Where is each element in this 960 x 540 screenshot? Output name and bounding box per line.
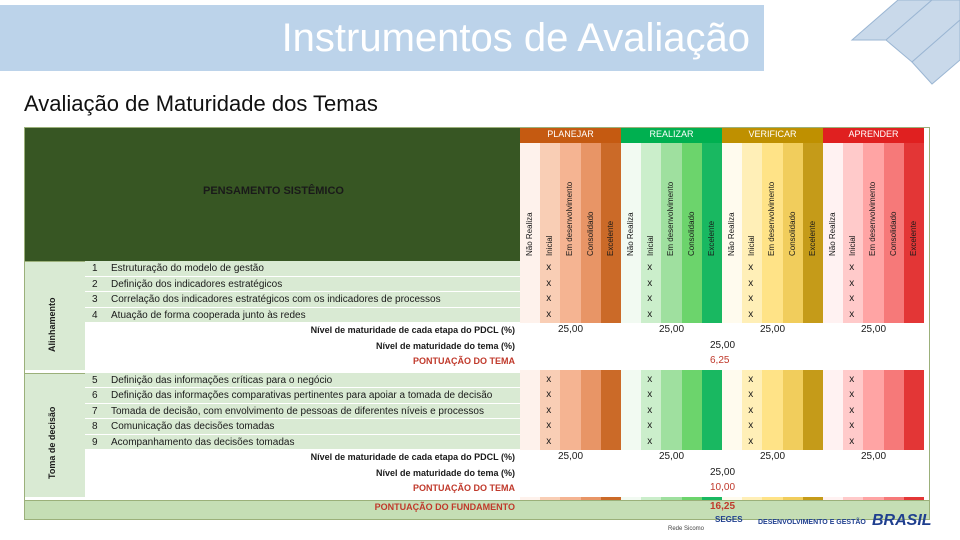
mark-x: x: [849, 435, 855, 447]
group-label: Toma de decisão: [47, 406, 57, 479]
footer-logo-gestao: DESENVOLVIMENTO E GESTÃO: [758, 519, 866, 526]
mark-x: x: [647, 404, 653, 416]
group-label: Alinhamento: [47, 296, 57, 352]
item-number: 9: [92, 436, 98, 448]
item-text: Atuação de forma cooperada junto às redes: [111, 309, 306, 321]
tema-label: Nível de maturidade do tema (%): [375, 467, 515, 478]
slide-subtitle: Avaliação de Maturidade dos Temas: [24, 91, 378, 116]
level-column-label: Excelente: [807, 220, 817, 256]
mark-x: x: [748, 293, 754, 304]
title-bar: [0, 5, 764, 71]
stage-header-label: REALIZAR: [649, 129, 694, 139]
level-column-label: Consolidado: [888, 211, 898, 256]
mark-x: x: [546, 435, 552, 447]
mark-x: x: [849, 389, 855, 400]
tema-label: Nível de maturidade do tema (%): [375, 340, 515, 351]
slide-title: Instrumentos de Avaliação: [281, 16, 750, 60]
level-column-label: Consolidado: [686, 211, 696, 256]
mark-x: x: [748, 404, 754, 416]
level-column-label: Não Realiza: [828, 212, 837, 256]
pontuacao-value: 10,00: [710, 482, 736, 493]
mark-x: x: [546, 373, 552, 385]
footer-logo-seges: SEGES: [715, 515, 743, 524]
mark-x: x: [849, 373, 855, 385]
pdcl-value: 25,00: [659, 451, 685, 462]
fundamento-value: 16,25: [710, 500, 736, 512]
level-column-label: Em desenvolvimento: [666, 181, 676, 256]
footer-logos: [660, 512, 960, 540]
level-column-label: Inicial: [646, 235, 656, 256]
mark-x: x: [647, 435, 653, 447]
stage-header-verificar: [722, 128, 823, 143]
item-number: 1: [92, 263, 98, 274]
mark-x: x: [849, 293, 855, 304]
item-text: Acompanhamento das decisões tomadas: [111, 436, 295, 448]
item-text: Definição das informações críticas para o negócio: [111, 374, 333, 386]
level-column-label: Não Realiza: [727, 212, 736, 256]
item-number: 4: [92, 309, 98, 321]
mark-x: x: [748, 308, 754, 320]
level-column-label: Inicial: [848, 235, 858, 256]
level-column-label: Excelente: [706, 220, 716, 256]
mark-x: x: [647, 308, 653, 320]
footer-logo-sicomo: Rede Sicomo: [668, 526, 705, 532]
stage-header-planejar: [520, 128, 621, 143]
pdcl-label: Nível de maturidade de cada etapa do PDCL (%): [310, 452, 515, 462]
mark-x: x: [546, 293, 552, 304]
mark-x: x: [647, 420, 653, 431]
level-column-label: Inicial: [747, 235, 757, 256]
item-number: 7: [92, 405, 98, 417]
fundamento-label: PONTUAÇÃO DO FUNDAMENTO: [374, 501, 515, 512]
item-text: Comunicação das decisões tomadas: [111, 421, 275, 432]
tema-value: 25,00: [710, 466, 736, 478]
pdcl-value: 25,00: [558, 451, 584, 462]
mark-x: x: [748, 277, 754, 289]
stage-header-label: PLANEJAR: [547, 129, 594, 139]
stage-header-label: APRENDER: [848, 129, 899, 139]
pdcl-value: 25,00: [659, 324, 685, 335]
item-text: Definição dos indicadores estratégicos: [111, 278, 283, 290]
pdcl-value: 25,00: [760, 451, 786, 462]
stage-header-aprender: [823, 128, 924, 143]
pdcl-value: 25,00: [760, 324, 786, 335]
mark-x: x: [647, 262, 653, 273]
item-text: Estruturação do modelo de gestão: [111, 263, 264, 274]
table-header-title: PENSAMENTO SISTÊMICO: [203, 185, 344, 197]
mark-x: x: [546, 308, 552, 320]
mark-x: x: [748, 435, 754, 447]
pdcl-label: Nível de maturidade de cada etapa do PDCL (%): [310, 325, 515, 335]
mark-x: x: [748, 389, 754, 400]
level-column-label: Inicial: [545, 235, 555, 256]
mark-x: x: [748, 420, 754, 431]
mark-x: x: [546, 389, 552, 400]
level-column-label: Em desenvolvimento: [868, 181, 878, 256]
mark-x: x: [849, 277, 855, 289]
item-number: 5: [92, 374, 98, 386]
mark-x: x: [849, 308, 855, 320]
level-column-label: Excelente: [605, 220, 615, 256]
mark-x: x: [849, 404, 855, 416]
mark-x: x: [546, 420, 552, 431]
pdcl-value: 25,00: [558, 324, 584, 335]
mark-x: x: [849, 420, 855, 431]
pontuacao-value: 6,25: [710, 355, 730, 366]
level-column-label: Não Realiza: [525, 212, 534, 256]
pdcl-value: 25,00: [861, 324, 887, 335]
mark-x: x: [849, 262, 855, 273]
pontuacao-label: PONTUAÇÃO DO TEMA: [413, 356, 515, 366]
footer-logo-brasil: BRASIL: [872, 512, 932, 529]
pdcl-value: 25,00: [861, 451, 887, 462]
item-number: 3: [92, 294, 98, 305]
maturity-table: [24, 127, 930, 520]
tema-value: 25,00: [710, 339, 736, 351]
item-text: Correlação dos indicadores estratégicos com os indicadores de processos: [111, 294, 441, 305]
brand-logo-icon: [812, 0, 960, 120]
level-column-label: Não Realiza: [626, 212, 635, 256]
level-column-label: Consolidado: [787, 211, 797, 256]
stage-header-realizar: [621, 128, 722, 143]
item-number: 2: [92, 278, 98, 290]
mark-x: x: [647, 373, 653, 385]
mark-x: x: [647, 277, 653, 289]
item-number: 6: [92, 390, 98, 401]
mark-x: x: [546, 404, 552, 416]
level-column-label: Em desenvolvimento: [767, 181, 777, 256]
item-number: 8: [92, 421, 98, 432]
mark-x: x: [647, 293, 653, 304]
item-text: Tomada de decisão, com envolvimento de pessoas de diferentes níveis e processos: [111, 405, 484, 417]
mark-x: x: [748, 373, 754, 385]
level-column-label: Excelente: [908, 220, 918, 256]
mark-x: x: [748, 262, 754, 273]
level-column-label: Em desenvolvimento: [565, 181, 575, 256]
pontuacao-label: PONTUAÇÃO DO TEMA: [413, 483, 515, 493]
stage-header-label: VERIFICAR: [748, 129, 797, 139]
mark-x: x: [647, 389, 653, 400]
item-text: Definição das informações comparativas pertinentes para apoiar a tomada de decisão: [111, 390, 493, 401]
level-column-label: Consolidado: [585, 211, 595, 256]
mark-x: x: [546, 262, 552, 273]
mark-x: x: [546, 277, 552, 289]
